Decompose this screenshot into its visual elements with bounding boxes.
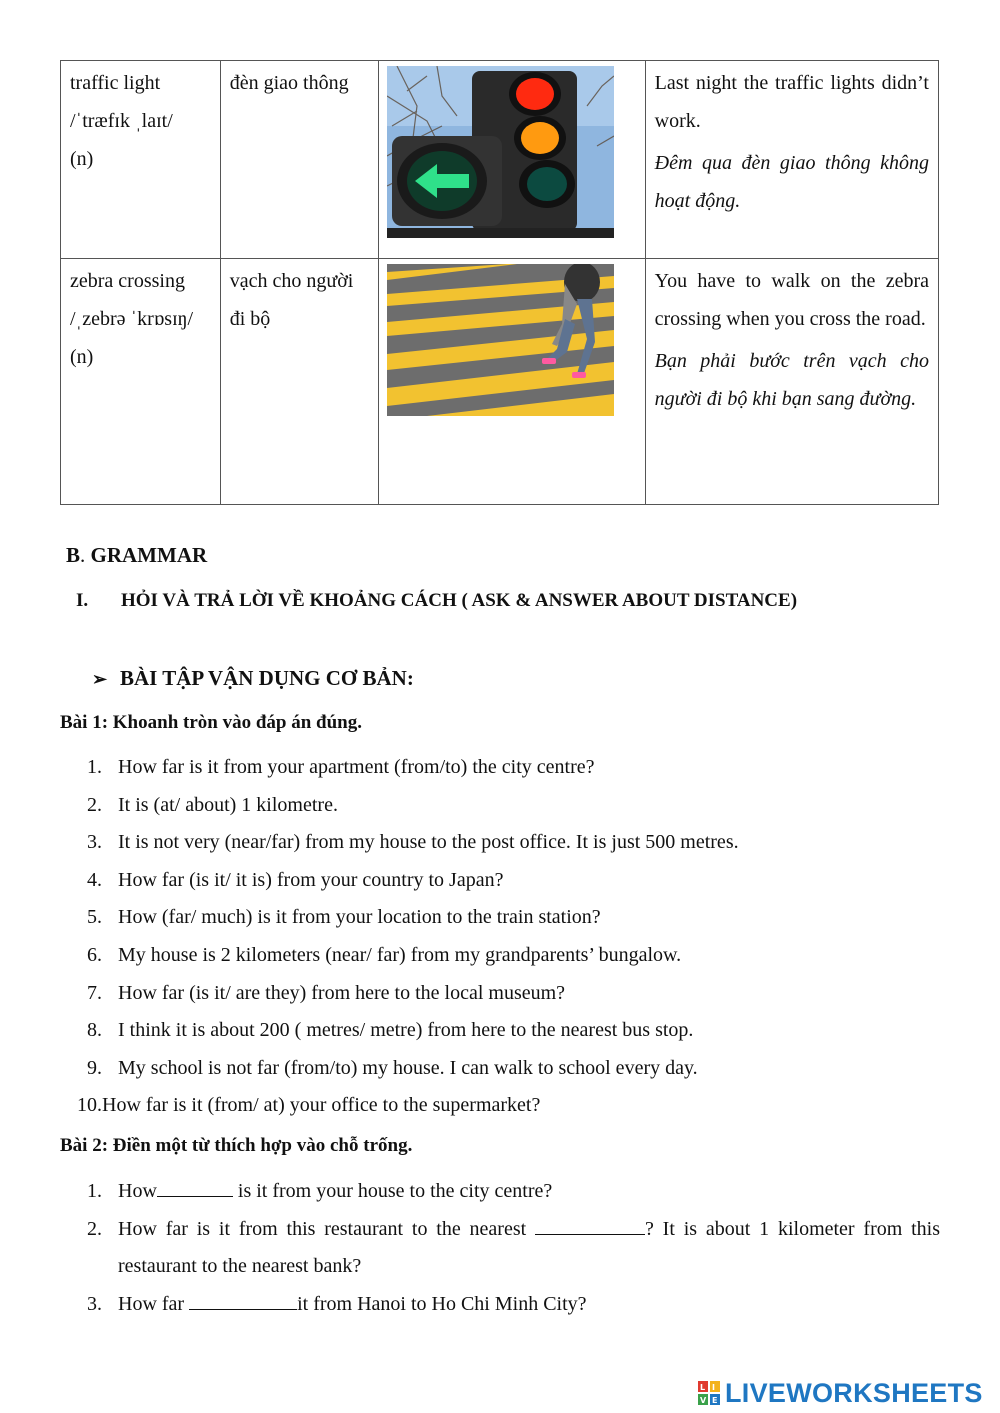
arrow-bullet-icon: ➢ [92, 669, 108, 689]
vocab-pos: (n) [70, 148, 94, 170]
section-title: HỎI VÀ TRẢ LỜI VỀ KHOẢNG CÁCH ( ASK & ANSWER ABOUT DISTANCE) [121, 590, 798, 611]
question-text-before: How far is it from this restaurant to the nearest [118, 1217, 535, 1240]
item-text [118, 1173, 940, 1211]
vocab-meaning: vạch cho người đi bộ [229, 270, 354, 330]
answer-blank[interactable] [535, 1214, 645, 1235]
svg-text:L: L [700, 1383, 706, 1392]
exercise1-list [60, 749, 940, 1125]
vocab-meaning-cell [220, 259, 379, 505]
traffic-light-photo [387, 66, 614, 238]
vocab-word-cell [61, 259, 221, 505]
list-item [60, 1173, 940, 1211]
exercise2-title: Bài 2: Điền một từ thích hợp vào chỗ trống. [60, 1135, 413, 1156]
liveworksheets-logo-icon [697, 1380, 721, 1406]
example-vietnamese: Đêm qua đèn giao thông không hoạt động. [654, 152, 929, 212]
list-item [60, 1050, 940, 1088]
list-item [60, 937, 940, 975]
practice-title: BÀI TẬP VẬN DỤNG CƠ BẢN: [120, 666, 414, 690]
item-number: 1. [87, 756, 102, 778]
vocab-example-cell [645, 61, 938, 259]
item-number: 2. [87, 793, 102, 816]
vocab-pos: (n) [70, 346, 94, 368]
vocab-example-cell [645, 259, 938, 505]
example-english: Last night the traffic lights didn’t work. [654, 72, 929, 132]
vocab-ipa: /ˌzebrə ˈkrɒsɪŋ/ [70, 308, 194, 330]
svg-text:E: E [712, 1396, 718, 1405]
vocab-image-cell [379, 259, 645, 505]
list-item [60, 749, 940, 787]
list-item [60, 787, 940, 825]
item-number: 1. [87, 1180, 102, 1202]
item-text[interactable]: How far (is it/ it is) from your country to Japan? [118, 868, 504, 891]
item-text[interactable]: It is not very (near/far) from my house to the post office. It is just 500 metres. [118, 831, 739, 854]
practice-heading [92, 666, 414, 691]
item-number: 10. [77, 1094, 102, 1117]
vocab-meaning: đèn giao thông [229, 72, 349, 94]
zebra-crossing-photo [387, 264, 614, 416]
list-item [60, 1211, 940, 1286]
item-text [118, 1286, 940, 1324]
item-text[interactable]: How far (is it/ are they) from here to the local museum? [118, 981, 566, 1004]
section-number: I. [76, 590, 89, 611]
exercise1-title: Bài 1: Khoanh tròn vào đáp án đúng. [60, 712, 362, 733]
svg-text:V: V [700, 1396, 707, 1405]
item-number: 3. [87, 1292, 102, 1315]
vocab-image-cell [379, 61, 645, 259]
item-text[interactable]: It is (at/ about) 1 kilometre. [118, 793, 338, 816]
item-number: 4. [87, 868, 102, 891]
item-number: 7. [87, 981, 102, 1004]
item-text[interactable]: How (far/ much) is it from your location to the train station? [118, 906, 601, 929]
question-text-before: How far [118, 1292, 190, 1315]
item-number: 5. [87, 906, 102, 929]
vocab-word-cell [61, 61, 221, 259]
section-heading [76, 590, 797, 612]
vocab-word: zebra crossing [70, 270, 185, 292]
vocab-meaning-cell [220, 61, 379, 259]
vocab-word: traffic light [70, 72, 161, 94]
item-text [118, 1211, 940, 1286]
item-number: 2. [87, 1217, 102, 1240]
logo-text: LIVEWORKSHEETS [725, 1377, 983, 1408]
item-number: 3. [87, 831, 102, 854]
list-item [60, 862, 940, 900]
liveworksheets-logo[interactable] [697, 1378, 983, 1408]
item-text[interactable]: How far is it (from/ at) your office to the supermarket? [102, 1094, 541, 1117]
question-text-after: it from Hanoi to Ho Chi Minh City? [297, 1292, 587, 1315]
vocabulary-table [60, 60, 939, 505]
question-text-after: is it from your house to the city centre? [232, 1180, 553, 1202]
list-item [60, 1012, 940, 1050]
vocab-row [61, 259, 939, 505]
example-vietnamese: Bạn phải bước trên vạch cho người đi bộ khi bạn sang đường. [654, 350, 929, 410]
grammar-title: GRAMMAR [90, 543, 208, 567]
list-item [60, 1087, 940, 1125]
list-item [60, 1286, 940, 1324]
item-text[interactable]: My house is 2 kilometers (near/ far) from my grandparents’ bungalow. [118, 943, 682, 966]
question-text-after: ? It is about 1 kilometer from this restaurant to the nearest bank? [118, 1217, 941, 1278]
vocab-row [61, 61, 939, 259]
question-text-before: How [118, 1180, 157, 1202]
item-number: 8. [87, 1019, 102, 1042]
list-item [60, 899, 940, 937]
item-number: 6. [87, 943, 102, 966]
item-text[interactable]: I think it is about 200 ( metres/ metre) from here to the nearest bus stop. [118, 1019, 694, 1042]
item-text[interactable]: How far is it from your apartment (from/to) the city centre? [118, 756, 595, 778]
list-item [60, 975, 940, 1013]
item-number: 9. [87, 1056, 102, 1079]
example-english: You have to walk on the zebra crossing when you cross the road. [654, 270, 929, 330]
answer-blank[interactable] [157, 1176, 233, 1197]
item-text[interactable]: My school is not far (from/to) my house. I can walk to school every day. [118, 1056, 698, 1079]
exercise2-list [60, 1173, 940, 1323]
grammar-letter: B [66, 543, 81, 567]
svg-text:I: I [712, 1383, 715, 1392]
list-item [60, 824, 940, 862]
answer-blank[interactable] [189, 1289, 297, 1310]
grammar-heading: B. GRAMMAR [66, 543, 208, 567]
vocab-ipa: /ˈtræfɪk ˌlaɪt/ [70, 110, 173, 132]
